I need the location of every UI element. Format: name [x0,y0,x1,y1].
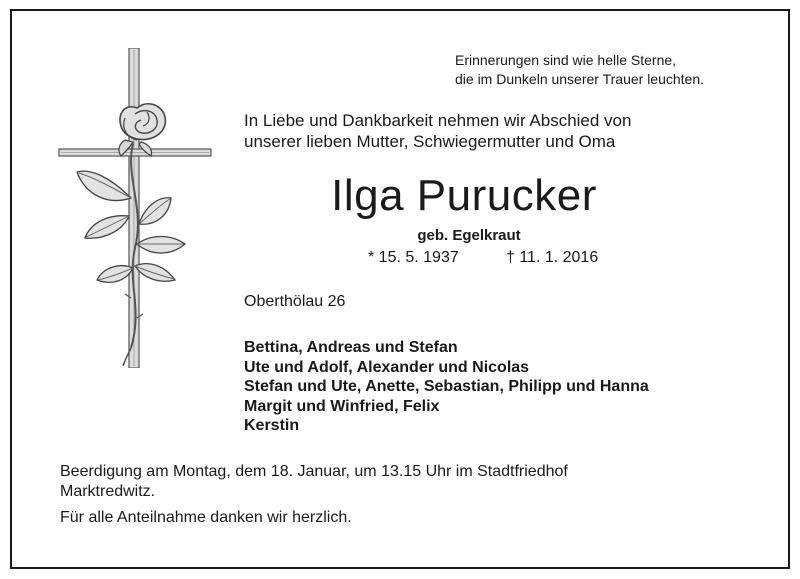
quote-line-2: die im Dunkeln unserer Trauer leuchten. [455,71,705,87]
funeral-line-1: Beerdigung am Montag, dem 18. Januar, um 13.15 Uhr im Stadtfriedhof [60,463,568,480]
intro-line-1: In Liebe und Dankbarkeit nehmen wir Abschied von [244,111,632,130]
mourner-line: Stefan und Ute, Anette, Sebastian, Philipp und Hanna [244,378,649,395]
funeral-line-2: Marktredwitz. [60,483,156,500]
mourners-list [244,338,764,436]
mourner-line: Bettina, Andreas und Stefan [244,339,458,356]
death-date: † 11. 1. 2016 [506,249,599,266]
cross-with-rose-icon [55,48,215,368]
funeral-info [60,462,760,502]
mourner-line: Kerstin [244,417,300,434]
memorial-quote [455,51,755,89]
maiden-name: geb. Egelkraut [417,227,521,244]
intro-line-2: unserer lieben Mutter, Schwiegermutter und Oma [244,132,616,151]
thanks-text: Für alle Anteilnahme danken wir herzlich. [60,509,352,526]
mourner-line: Ute und Adolf, Alexander und Nicolas [244,358,530,376]
deceased-name: Ilga Purucker [331,171,597,220]
mourner-line: Margit und Winfried, Felix [244,397,440,415]
quote-line-1: Erinnerungen sind wie helle Sterne, [455,52,677,68]
address: Oberthölau 26 [244,293,346,310]
life-dates [368,248,668,268]
intro-text [244,110,764,152]
birth-date: * 15. 5. 1937 [368,249,459,266]
